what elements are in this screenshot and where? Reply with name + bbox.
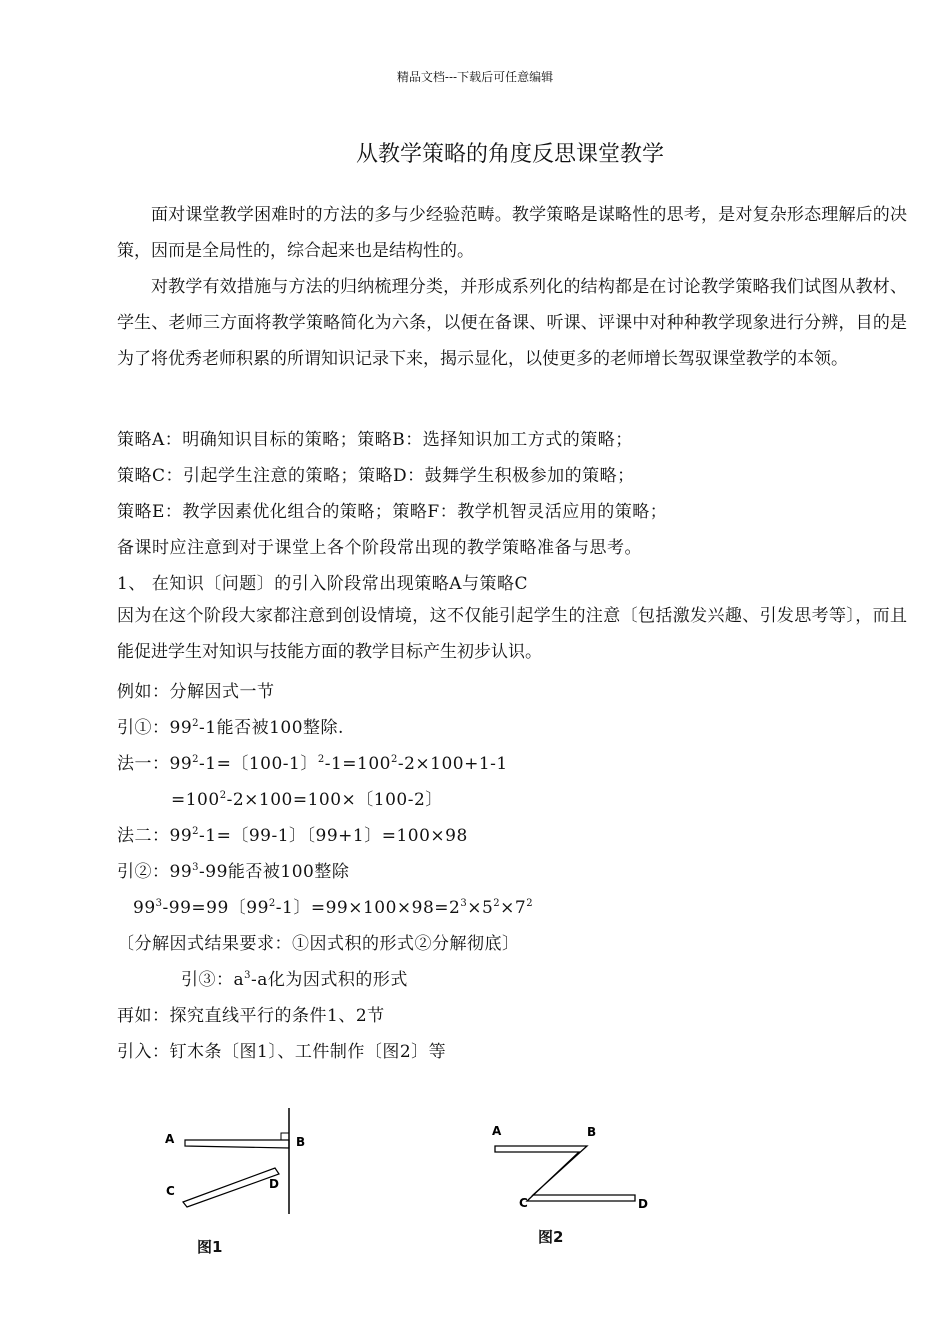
figure-1-label-c: C xyxy=(166,1184,175,1198)
figure-1-right-angle xyxy=(281,1133,289,1140)
intro-line: 引入：钉木条〔图1〕、工件制作〔图2〕等 xyxy=(117,1042,447,1062)
again-line: 再如：探究直线平行的条件1、2节 xyxy=(117,1006,385,1026)
figure-1-caption: 图1 xyxy=(197,1238,223,1256)
math-line-1: 引①：$99^2-1$能否被100整除. xyxy=(117,718,344,738)
figure-2-label-b: B xyxy=(587,1125,597,1139)
paragraph-1: 面对课堂教学困难时的方法的多与少经验范畴。教学策略是谋略性的思考，是对复杂形态理解后的决策，因而是全局性的，综合起来也是结构性的。 xyxy=(117,205,907,261)
figure-2 xyxy=(485,1115,660,1225)
figure-2-caption: 图2 xyxy=(538,1228,564,1246)
figure-2-label-a: A xyxy=(492,1124,502,1138)
paragraph-3: 因为在这个阶段大家都注意到创设情境，这不仅能引起学生的注意〔包括激发兴趣、引发思考等〕，而且能促进学生对知识与技能方面的教学目标产生初步认识。 xyxy=(117,606,907,662)
math-line-5: 引②：$99^3-99$能否被100整除 xyxy=(117,862,350,882)
prep-note: 备课时应注意到对于课堂上各个阶段常出现的教学策略准备与思考。 xyxy=(117,538,642,558)
strategy-ef: 策略E：教学因素优化组合的策略；策略F：教学机智灵活应用的策略； xyxy=(117,502,668,522)
math-line-2: 法一：$99^2-1=$〔100-1〕$^2-1=100^2-2\times 100+1-1$ xyxy=(117,754,508,774)
figure-1-label-a: A xyxy=(165,1132,175,1146)
figure-1-label-d: D xyxy=(269,1177,279,1191)
strategy-cd: 策略C：引起学生注意的策略；策略D：鼓舞学生积极参加的策略； xyxy=(117,466,635,486)
document-title: 从教学策略的角度反思课堂教学 xyxy=(355,142,664,167)
figure-1-plank-cd xyxy=(183,1168,279,1207)
paragraph-2: 对教学有效措施与方法的归纳梳理分类，并形成系列化的结构都是在讨论教学策略我们试图从教材、学生、老师三方面将教学策略简化为六条，以便在备课、听课、评课中对种种教学现象进行分辨，目的是为了将优秀老师积累的所谓知识记录下来，揭示显化，以使更多的老师增长驾驭课堂教学的本领。 xyxy=(117,277,907,369)
math-line-4: 法二：$99^2-1=$〔99-1〕〔99+1〕=100×98 xyxy=(117,826,468,846)
math-line-6: $99^3-99=99$〔$99^2-1$〕$=99\times 100\times 98=2^3\times 5^2\times 7^2$ xyxy=(133,898,534,918)
example-line: 例如：分解因式一节 xyxy=(117,682,275,702)
strategy-ab: 策略A：明确知识目标的策略；策略B：选择知识加工方式的策略； xyxy=(117,430,633,450)
figure-2-z-shape xyxy=(495,1146,635,1201)
page-header: 精品文档---下载后可任意编辑 xyxy=(396,70,554,84)
figure-1-plank-ab xyxy=(185,1140,289,1148)
figure-1-label-b: B xyxy=(296,1135,306,1149)
figure-1 xyxy=(155,1100,325,1225)
factor-requirement: 〔分解因式结果要求：①因式积的形式②分解彻底〕 xyxy=(117,934,520,954)
math-line-7: 引③：$a^3-a$化为因式积的形式 xyxy=(181,970,408,990)
figure-2-label-c: C xyxy=(519,1196,528,1210)
math-line-3: $=100^2-2\times 100=100\times$〔100-2〕 xyxy=(171,790,443,810)
figure-2-label-d: D xyxy=(638,1197,648,1211)
section-1-heading: 1、 在知识〔问题〕的引入阶段常出现策略A与策略C xyxy=(117,574,529,594)
